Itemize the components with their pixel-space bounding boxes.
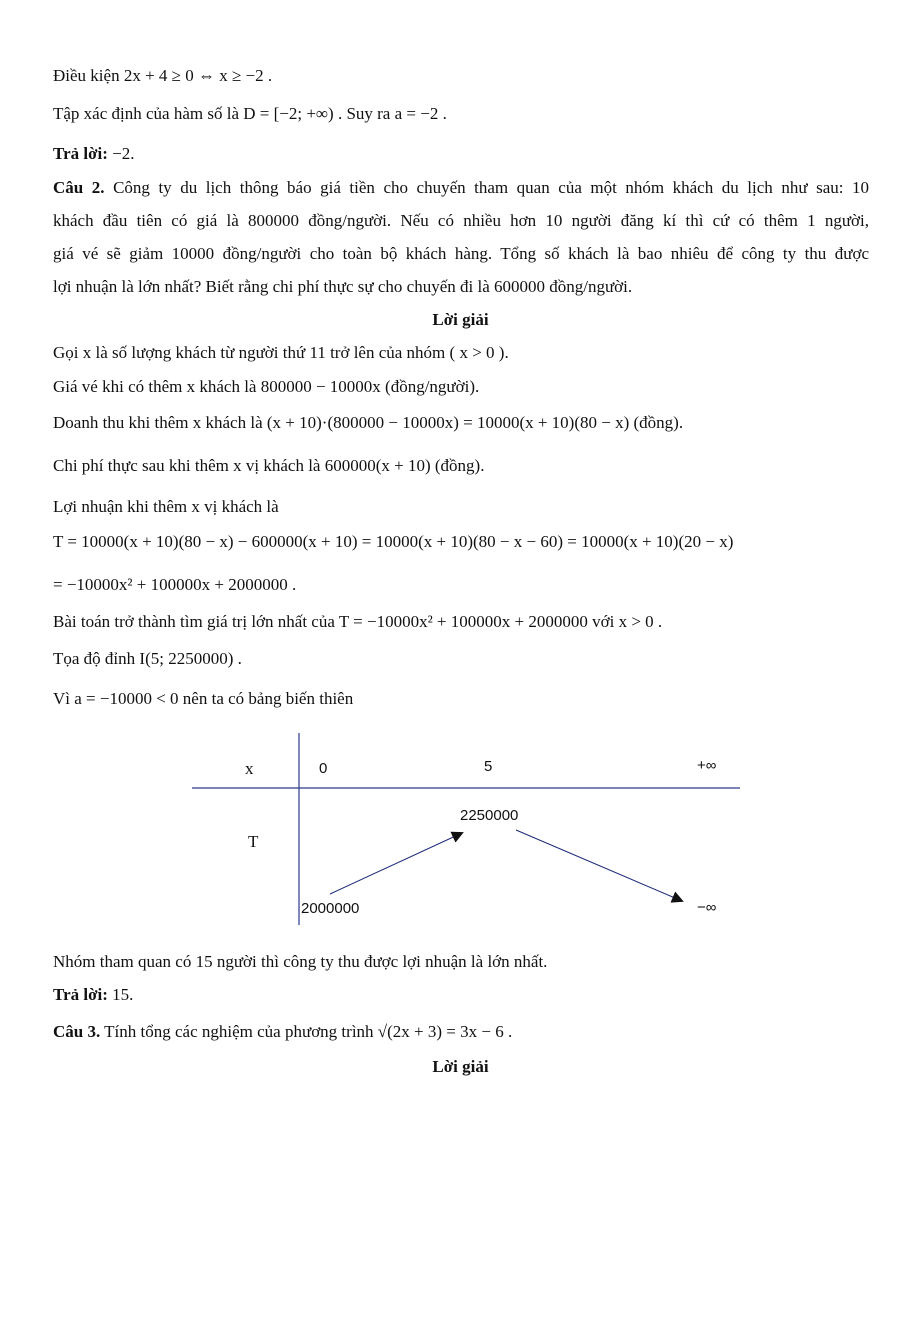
question-label: Câu 2. — [53, 178, 105, 197]
answer-value: −2. — [107, 144, 135, 163]
solution-line-5: Lợi nhuận khi thêm x vị khách là — [53, 497, 279, 516]
solution-line-6: T = 10000(x + 10)(80 − x) − 600000(x + 10) = 10000(x + 10)(80 − x − 60) = 10000(x + 10)(20 − x) — [53, 532, 734, 551]
solution-line-2: Giá vé khi có thêm x khách là 800000 − 10000x (đồng/người). — [53, 377, 480, 396]
condition-line: Điều kiện 2x + 4 ≥ 0 ⇔ x ≥ −2 . — [53, 66, 273, 85]
question-3-line — [53, 1021, 512, 1043]
answer-2 — [53, 984, 133, 1006]
conclusion-line: Nhóm tham quan có 15 người thì công ty thu được lợi nhuận là lớn nhất. — [53, 952, 548, 971]
question-label: Câu 3. — [53, 1022, 101, 1041]
answer-label: Trả lời: — [53, 144, 108, 163]
solution-heading-2: Lời giải — [432, 1057, 489, 1076]
solution-line-3: Doanh thu khi thêm x khách là (x + 10)·(800000 − 10000x) = 10000(x + 10)(80 − x) (đồng). — [53, 413, 684, 432]
table-x-label: x — [245, 759, 254, 778]
solution-line-10: Vì a = −10000 < 0 nên ta có bảng biến thiên — [53, 689, 354, 708]
question-2-line-4: lợi nhuận là lớn nhất? Biết rằng chi phí thực sự cho chuyến đi là 600000 đồng/người. — [53, 277, 633, 296]
solution-line-4: Chi phí thực sau khi thêm x vị khách là 600000(x + 10) (đồng). — [53, 456, 485, 475]
solution-heading: Lời giải — [432, 310, 489, 329]
answer-label: Trả lời: — [53, 985, 108, 1004]
question-2-line-3: giá vé sẽ giảm 10000 đồng/người cho toàn bộ khách hàng. Tổng số khách là bao nhiêu để công ty thu được — [53, 244, 869, 263]
solution-line-7: = −10000x² + 100000x + 2000000 . — [53, 575, 297, 594]
question-2-line-2: khách đầu tiên có giá là 800000 đồng/người. Nếu có nhiều hơn 10 người đăng kí thì cứ có thêm 1 người, — [53, 211, 869, 230]
table-t-max: 2250000 — [460, 807, 519, 824]
table-x-value-1: 5 — [484, 758, 493, 775]
increasing-arrow — [330, 833, 462, 894]
table-t-end: −∞ — [697, 899, 717, 916]
table-x-value-2: +∞ — [697, 757, 717, 774]
solution-line-9: Tọa độ đỉnh I(5; 2250000) . — [53, 649, 242, 668]
solution-line-8: Bài toán trở thành tìm giá trị lớn nhất của T = −10000x² + 100000x + 2000000 với x > 0 . — [53, 612, 663, 631]
domain-line: Tập xác định của hàm số là D = [−2; +∞) . Suy ra a = −2 . — [53, 104, 447, 123]
table-x-value-0: 0 — [319, 760, 328, 777]
answer-value: 15. — [107, 985, 134, 1004]
table-t-label: T — [248, 832, 259, 851]
decreasing-arrow — [516, 830, 682, 901]
question-text: Công ty du lịch thông báo giá tiền cho chuyến tham quan của một nhóm khách du lịch như sau: 10 — [104, 178, 870, 197]
question-text: Tính tổng các nghiệm của phương trình √(2x + 3) = 3x − 6 . — [100, 1022, 513, 1041]
solution-line-1: Gọi x là số lượng khách từ người thứ 11 trở lên của nhóm ( x > 0 ). — [53, 343, 509, 362]
table-t-start: 2000000 — [301, 900, 360, 917]
